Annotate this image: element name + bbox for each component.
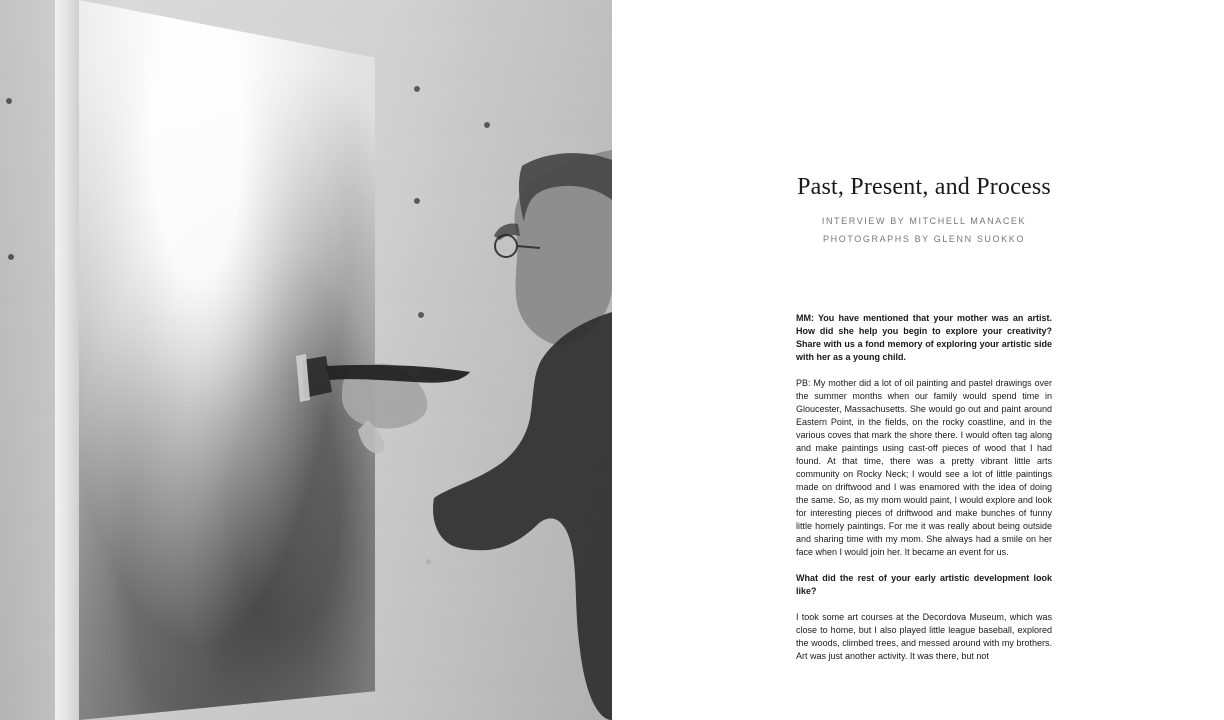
artist-painting-icon (342, 150, 612, 720)
interview-byline: INTERVIEW BY MITCHELL MANACEK (821, 216, 1027, 226)
interview-text (796, 312, 1052, 676)
interview-question: MM: You have mentioned that your mother was an artist. How did she help you begin to explore your creativity? Share with us a fond memory of exploring your artistic side with her as a young child. (796, 313, 1052, 362)
photo-byline: PHOTOGRAPHS BY GLENN SUOKKO (823, 234, 1025, 244)
article-title: Past, Present, and Process (797, 174, 1051, 200)
interview-answer: PB: My mother did a lot of oil painting and pastel drawings over the summer months when our family would spend time in Gloucester, Massachusetts. She would go out and paint around Eastern Point, in the fields, on the rocky coastline, and in the various coves that mark the shore there. I would often tag along and make paintings using cast-off pieces of wood that I had found. At that time, there was a pretty vibrant little arts community on Rocky Neck; I would see a lot of little paintings made on driftwood and I was enamored with the idea of doing the same. So, as my mom would paint, I would explore and look for interesting pieces of driftwood and make bunches of funny little homely paintings. For me it was really about being outside and sharing time with my mom. She always had a smile on her face when I would join her. It became an event for us. (796, 378, 1052, 557)
interview-answer: I took some art courses at the Decordova Museum, which was close to home, but I also played little league baseball, explored the woods, climbed trees, and messed around with my brothers. Art was just another activity. It was there, but not (796, 612, 1052, 661)
text-page (612, 0, 1224, 720)
interview-question: What did the rest of your early artistic development look like? (796, 573, 1052, 596)
